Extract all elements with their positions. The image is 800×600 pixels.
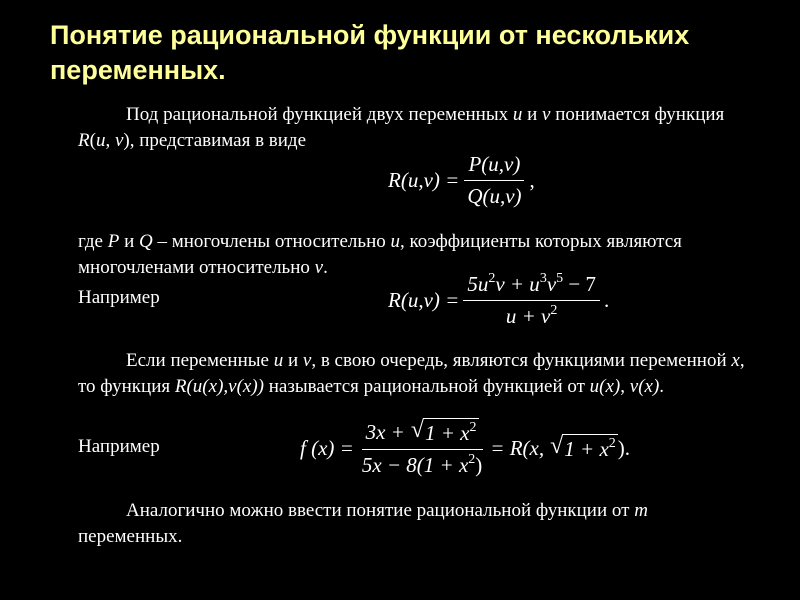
formula-punct: . [603,288,610,312]
term: ) [475,453,483,477]
example-label-2: Например [78,436,160,457]
formula-rational-definition [388,152,535,209]
term: 5x − 8(1 + x [361,453,469,477]
paragraph-definition [78,102,748,154]
text: . [323,257,328,278]
fraction-numerator: P(u,v) [464,152,524,181]
expression: v(x) [629,376,660,397]
term: − 7 [563,272,596,296]
exponent: 3 [539,271,547,286]
fraction-denominator [502,301,562,329]
text: Аналогично можно ввести понятие рациональной функции от [126,500,635,521]
paragraph-generalization [78,498,748,550]
text: и [119,231,139,252]
text: , [620,376,630,397]
text: ( [89,130,96,151]
formula-punct: , [529,168,535,192]
radicand [562,434,618,462]
sqrt [550,434,618,462]
text: ), представимая в виде [123,130,307,151]
fraction [358,418,486,478]
fraction [463,272,600,329]
text: переменных. [78,526,183,547]
fraction-denominator: Q(u,v) [467,184,522,208]
example-label-1: Например [78,287,160,308]
formula-mid: = R(x, [490,435,545,460]
exponent: 2 [468,452,476,467]
text: . [659,376,665,397]
text: , то функция [78,350,745,397]
var-u: u [390,231,400,252]
text: – многочлены относительно [152,231,391,252]
exponent: 2 [469,420,477,435]
var-x: x [731,350,740,371]
var-v: v [314,257,324,278]
term: 3x + [365,419,405,444]
formula-example-1 [388,272,609,329]
exponent: 2 [488,271,496,286]
text: Под рациональной функцией двух переменных [126,104,513,125]
expression: u(x) [589,376,621,397]
var-v: v [114,130,124,151]
text: Если переменные [126,350,274,371]
fraction-numerator [362,418,483,450]
formula-punct: ). [617,435,631,460]
var-P: P [107,231,120,252]
formula-lhs: f (x) = [300,435,354,460]
slide-title: Понятие рациональной функции от нескольких переменных. [50,20,690,85]
formula-example-2 [300,418,630,478]
text: , в свою очередь, являются функциями переменной [311,350,732,371]
fraction-numerator [463,272,600,301]
text: где [78,231,108,252]
formula-lhs: R(u,v) = [388,288,460,312]
text: и [522,104,543,125]
text: , [105,130,115,151]
radicand [423,418,479,446]
term: 5u [467,272,489,296]
text: понимается функция [550,104,725,125]
text: и [283,350,303,371]
var-v: v [302,350,312,371]
term: 1 + x [425,421,470,445]
exponent: 2 [608,436,616,451]
radical-sign: √ [550,433,564,459]
term: u + v [505,304,551,328]
expression: R(u(x),v(x)) [174,376,264,397]
var-R: R [78,130,90,151]
fraction-denominator [358,450,486,478]
text: называется рациональной функцией от [264,376,590,397]
fraction [463,152,525,209]
var-Q: Q [138,231,153,252]
term: 1 + x [564,437,609,461]
term: v [546,272,557,296]
var-m: m [634,500,648,521]
term: v + u [495,272,540,296]
paragraph-composition [78,348,748,400]
var-u: u [512,104,523,125]
text: , коэффициенты которых являются многочленами относительно [78,231,682,278]
radical-sign: √ [410,417,425,443]
exponent: 2 [550,303,558,318]
formula-lhs: R(u,v) = [388,168,460,192]
sqrt [411,418,479,446]
var-v: v [542,104,551,125]
var-u: u [273,350,284,371]
var-u: u [95,130,106,151]
exponent: 5 [556,271,564,286]
